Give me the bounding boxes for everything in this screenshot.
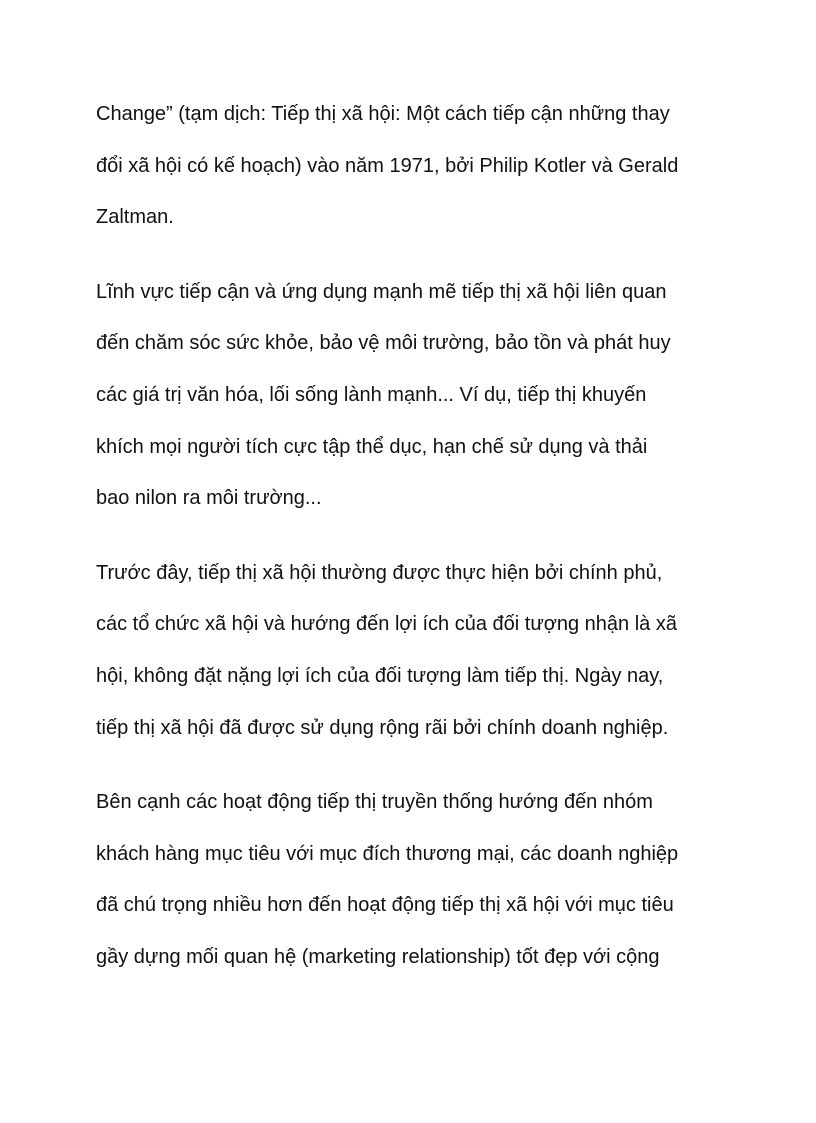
text-line: hội, không đặt nặng lợi ích của đối tượng làm tiếp thị. Ngày nay, (96, 664, 664, 687)
text-line: Zaltman. (96, 206, 174, 229)
text-line: các tổ chức xã hội và hướng đến lợi ích của đối tượng nhận là xã (96, 613, 677, 636)
paragraph-4 (96, 779, 726, 985)
text-line: đổi xã hội có kế hoạch) vào năm 1971, bởi Philip Kotler và Gerald (96, 154, 679, 177)
text-line: bao nilon ra môi trường... (96, 487, 322, 510)
text-line: Bên cạnh các hoạt động tiếp thị truyền thống hướng đến nhóm (96, 791, 653, 814)
text-line: khích mọi người tích cực tập thể dục, hạn chế sử dụng và thải (96, 435, 648, 458)
text-line: Trước đây, tiếp thị xã hội thường được thực hiện bởi chính phủ, (96, 561, 663, 584)
text-line: Lĩnh vực tiếp cận và ứng dụng mạnh mẽ tiếp thị xã hội liên quan (96, 280, 667, 303)
text-line: đến chăm sóc sức khỏe, bảo vệ môi trường, bảo tồn và phát huy (96, 332, 671, 355)
text-line: gầy dựng mối quan hệ (marketing relationship) tốt đẹp với cộng (96, 945, 660, 968)
text-line: tiếp thị xã hội đã được sử dụng rộng rãi bởi chính doanh nghiệp. (96, 716, 669, 739)
text-line: Change” (tạm dịch: Tiếp thị xã hội: Một cách tiếp cận những thay (96, 103, 670, 125)
paragraph-1 (96, 91, 726, 246)
text-line: khách hàng mục tiêu với mục đích thương mại, các doanh nghiệp (96, 842, 679, 865)
paragraph-3 (96, 550, 726, 756)
text-line: các giá trị văn hóa, lối sống lành mạnh... Ví dụ, tiếp thị khuyến (96, 383, 647, 406)
document-body (96, 91, 726, 1009)
text-line: đã chú trọng nhiều hơn đến hoạt động tiếp thị xã hội với mục tiêu (96, 894, 674, 917)
paragraph-2 (96, 269, 726, 527)
